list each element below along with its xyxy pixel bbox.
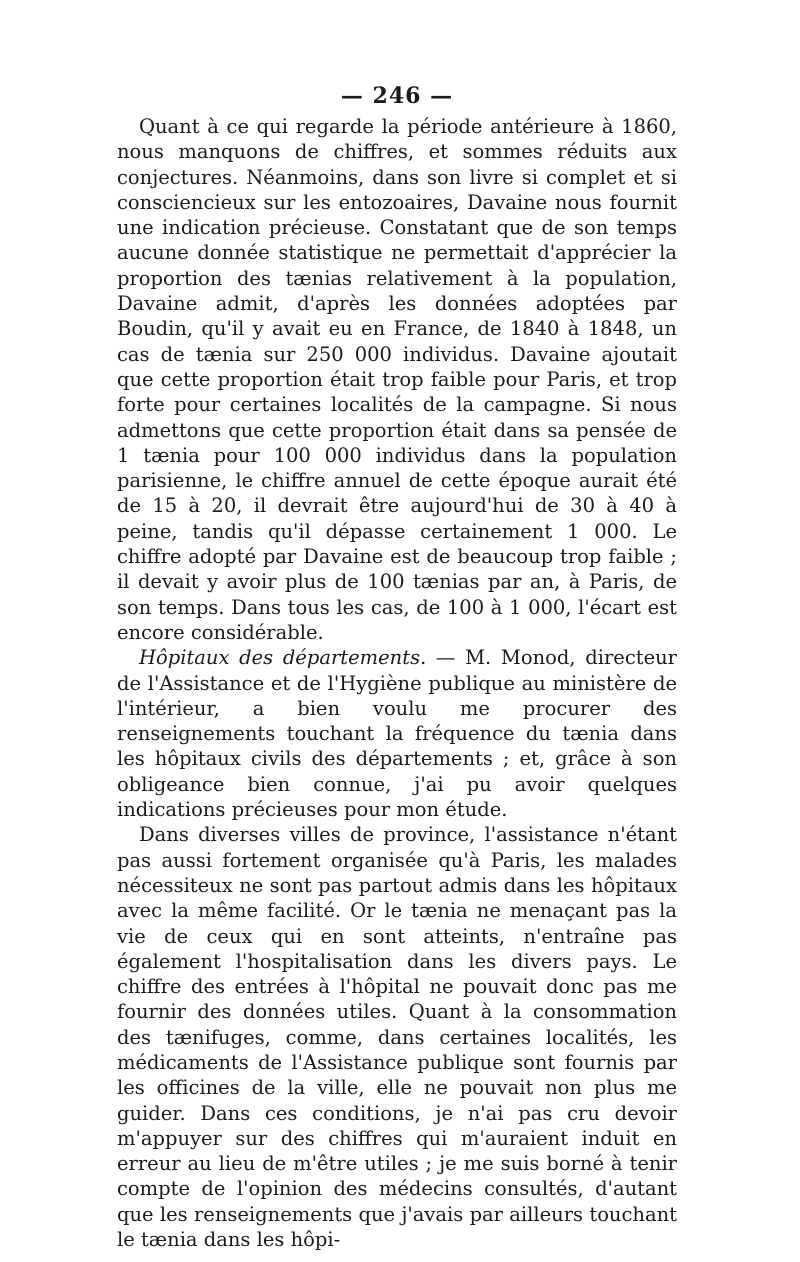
paragraph-period-before-1860: Quant à ce qui regarde la période antérieure à 1860, nous manquons de chiffres, et sommes réduits aux conjectures. Néanmoins, dans son livre si complet et si consciencieux sur les entozoaires, Davaine nous fournit une indication précieuse. Constatant que de son temps aucune donnée statistique ne permettait d'apprécier la proportion des tænias relativement à la population, Davaine admit, d'après les données adoptées par Boudin, qu'il y avait eu en France, de 1840 à 1848, un cas de tænia sur 250 000 individus. Davaine ajoutait que cette proportion était trop faible pour Paris, et trop forte pour certaines localités de la campagne. Si nous admettons que cette proportion était dans sa pensée de 1 tænia pour 100 000 individus dans la population parisienne, le chiffre annuel de cette époque aurait été de 15 à 20, il devrait être aujourd'hui de 30 à 40 à peine, tandis qu'il dépasse certainement 1 000. Le chiffre adopté par Davaine est de beaucoup trop faible ; il devait y avoir plus de 100 tænias par an, à Paris, de son temps. Dans tous les cas, de 100 à 1 000, l'écart est encore considérable.	[117, 115, 677, 644]
book-page	[117, 82, 677, 1252]
page-number: — 246 —	[340, 83, 454, 109]
paragraph-province-assistance: Dans diverses villes de province, l'assistance n'étant pas aussi fortement organisée qu'à Paris, les malades nécessiteux ne sont pas partout admis dans les hôpitaux avec la même facilité. Or le tænia ne menaçant pas la vie de ceux qui en sont atteints, n'entraîne pas également l'hospitalisation dans les divers pays. Le chiffre des entrées à l'hôpital ne pouvait donc pas me fournir des données utiles. Quant à la consommation des tænifuges, comme, dans certaines localités, les médicaments de l'Assistance publique sont fournis par les officines de la ville, elle ne pouvait non plus me guider. Dans ces conditions, je n'ai pas cru devoir m'appuyer sur des chiffres qui m'auraient induit en erreur au lieu de m'être utiles ; je me suis borné à tenir compte de l'opinion des médecins consultés, d'autant que les renseignements que j'avais par ailleurs touchant le tænia dans les hôpi-	[117, 823, 677, 1252]
paragraph-hopitaux-departements	[117, 645, 677, 822]
paragraph-hopitaux-body: — M. Monod, directeur de l'Assistance et de l'Hygiène publique au ministère de l'intérieur, a bien voulu me procurer des renseignements touchant la fréquence du tænia dans les hôpitaux civils des départements ; et, grâce à son obligeance bien connue, j'ai pu avoir quelques indications précieuses pour mon étude.	[117, 646, 677, 822]
section-heading-hopitaux: Hôpitaux des départements.	[139, 646, 427, 670]
